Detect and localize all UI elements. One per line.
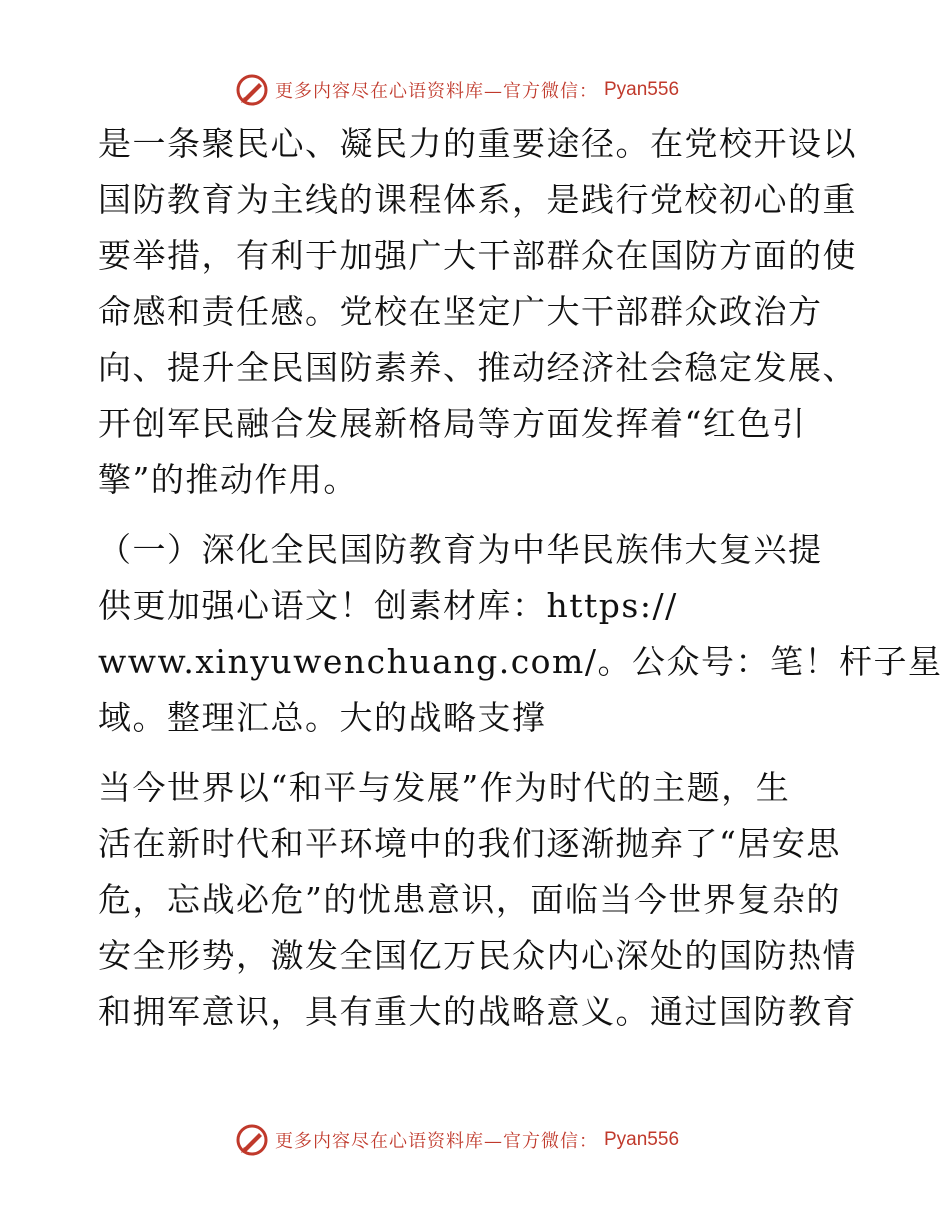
text-line: 当今世界以“和平与发展”作为时代的主题，生 [98, 768, 791, 807]
text-line: 和拥军意识，具有重大的战略意义。通过国防教育 [98, 992, 857, 1031]
text-line: 安全形势，激发全国亿万民众内心深处的国防热情 [98, 936, 857, 975]
text-line: 开创军民融合发展新格局等方面发挥着“红色引 [98, 404, 807, 443]
text-line: （一）深化全民国防教育为中华民族伟大复兴提 [98, 530, 823, 569]
text-line: 供更加强心语文！创素材库：https:// [98, 586, 678, 625]
text-line: 要举措，有利于加强广大干部群众在国防方面的使 [98, 236, 857, 275]
text-line: 擎”的推动作用。 [98, 460, 358, 499]
text-line: 命感和责任感。党校在坚定广大干部群众政治方 [98, 292, 823, 331]
header-banner [235, 72, 715, 108]
text-line: www.xinyuwenchuang.com/。公众号：笔！杆子星 [98, 642, 943, 681]
paragraph-1 [98, 116, 858, 508]
text-line: 向、提升全民国防素养、推动经济社会稳定发展、 [98, 348, 857, 387]
pen-logo-icon [235, 1123, 269, 1157]
footer-banner-handle: Pyan556 [604, 1129, 680, 1150]
section-heading-1 [98, 522, 943, 746]
text-line: 活在新时代和平环境中的我们逐渐抛弃了“居安思 [98, 824, 841, 863]
text-line: 域。整理汇总。大的战略支撑 [98, 698, 547, 737]
text-line: 国防教育为主线的课程体系，是践行党校初心的重 [98, 180, 857, 219]
paragraph-2 [98, 760, 858, 1040]
document-body [98, 116, 943, 1040]
header-banner-handle: Pyan556 [604, 79, 680, 100]
pen-logo-icon [235, 73, 269, 107]
paragraph-gap [98, 746, 858, 760]
text-line: 是一条聚民心、凝民力的重要途径。在党校开设以 [98, 124, 857, 163]
paragraph-gap [98, 508, 858, 522]
footer-banner-text: 更多内容尽在心语资料库—官方微信： [275, 1131, 598, 1152]
footer-banner [235, 1122, 715, 1158]
header-banner-text: 更多内容尽在心语资料库—官方微信： [275, 81, 598, 102]
text-line: 危，忘战必危”的忧患意识，面临当今世界复杂的 [98, 880, 841, 919]
